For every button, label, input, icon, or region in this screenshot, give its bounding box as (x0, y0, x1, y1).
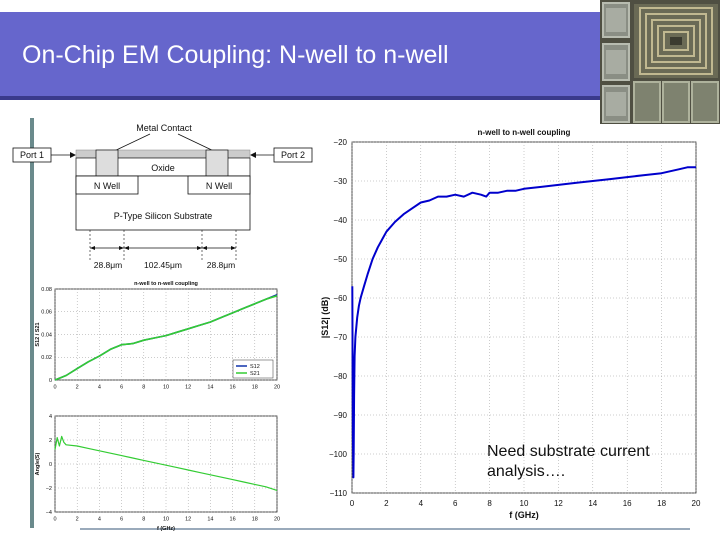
analysis-note: Need substrate current analysis…. (487, 443, 650, 480)
y-tick-label: 0.02 (41, 355, 52, 362)
s-parameter-magnitude-chart (33, 278, 281, 408)
y-axis-label: Angle(S) (35, 452, 41, 476)
y-tick-label: 0.08 (41, 286, 52, 293)
chip-micrograph-image (600, 0, 720, 124)
x-tick-label: 8 (487, 499, 492, 508)
plot-frame (352, 142, 696, 493)
legend-label: S12 (250, 364, 260, 370)
nwell-left-label: N Well (93, 181, 121, 191)
y-tick-label: −80 (333, 371, 347, 381)
x-tick-label: 0 (53, 384, 57, 391)
x-tick-label: 4 (97, 384, 101, 391)
y-tick-label: 0.06 (41, 309, 52, 316)
port2-label: Port 2 (280, 150, 306, 160)
x-tick-label: 0 (349, 499, 355, 508)
x-tick-label: 18 (251, 516, 258, 523)
dim-right-label: 28.8μm (206, 260, 236, 270)
x-axis-label: f (GHz) (509, 510, 539, 520)
y-tick-label: −40 (333, 215, 347, 225)
x-tick-label: 20 (273, 516, 281, 523)
x-tick-label: 16 (229, 516, 236, 523)
y-tick-label: −90 (333, 410, 347, 420)
x-tick-label: 12 (185, 384, 192, 391)
x-tick-label: 12 (185, 516, 192, 523)
x-tick-label: 18 (251, 384, 258, 391)
x-tick-label: 16 (622, 499, 632, 508)
y-tick-label: −70 (333, 332, 347, 342)
y-tick-label: −20 (333, 137, 347, 147)
x-tick-label: 4 (418, 499, 424, 508)
x-tick-label: 12 (553, 499, 563, 508)
substrate-label: P-Type Silicon Substrate (113, 211, 213, 221)
x-tick-label: 10 (519, 499, 529, 508)
y-tick-label: −4 (45, 509, 52, 516)
y-tick-label: 4 (48, 413, 52, 420)
y-tick-label: −110 (329, 488, 347, 498)
dim-mid-label: 102.45μm (144, 260, 182, 270)
s-parameter-angle-chart (33, 408, 281, 532)
x-tick-label: 2 (75, 516, 79, 523)
y-tick-label: 2 (48, 437, 52, 444)
metal-contact-label: Metal Contact (136, 123, 192, 133)
y-tick-label: −50 (333, 254, 347, 264)
y-tick-label: 0 (48, 461, 52, 468)
x-tick-label: 14 (207, 384, 214, 391)
x-tick-label: 10 (162, 516, 170, 523)
y-tick-label: −60 (333, 293, 347, 303)
cross-section-diagram (10, 120, 315, 272)
nwell-right-label: N Well (205, 181, 233, 191)
x-tick-label: 14 (588, 499, 598, 508)
x-tick-label: 14 (207, 516, 214, 523)
y-tick-label: −2 (45, 485, 52, 492)
x-tick-label: 20 (273, 384, 281, 391)
y-axis-label: |S12| (dB) (320, 296, 330, 339)
legend-label: S21 (250, 371, 260, 377)
dim-left-label: 28.8μm (93, 260, 123, 270)
y-tick-label: 0 (48, 377, 52, 384)
x-tick-label: 8 (142, 516, 146, 523)
x-tick-label: 18 (657, 499, 667, 508)
x-tick-label: 4 (97, 516, 101, 523)
x-tick-label: 6 (452, 499, 458, 508)
x-tick-label: 2 (75, 384, 79, 391)
chart-title: n-well to n-well coupling (477, 128, 571, 137)
title-bar (0, 12, 600, 100)
y-axis-label: S12 / S21 (35, 322, 41, 347)
chart-title: n-well to n-well coupling (134, 281, 198, 287)
x-tick-label: 2 (384, 499, 389, 508)
x-axis-label: f (GHz) (156, 526, 176, 532)
port1-label: Port 1 (19, 150, 45, 160)
x-tick-label: 10 (162, 384, 170, 391)
oxide-label: Oxide (151, 163, 175, 173)
x-tick-label: 6 (120, 516, 124, 523)
x-tick-label: 16 (229, 384, 236, 391)
slide-title: On-Chip EM Coupling: N-well to n-well (22, 41, 449, 69)
y-tick-label: −30 (333, 176, 347, 186)
x-tick-label: 6 (120, 384, 124, 391)
x-tick-label: 0 (53, 516, 57, 523)
x-tick-label: 20 (691, 499, 701, 508)
y-tick-label: −100 (328, 449, 347, 459)
x-tick-label: 8 (142, 384, 146, 391)
y-tick-label: 0.04 (41, 332, 52, 339)
